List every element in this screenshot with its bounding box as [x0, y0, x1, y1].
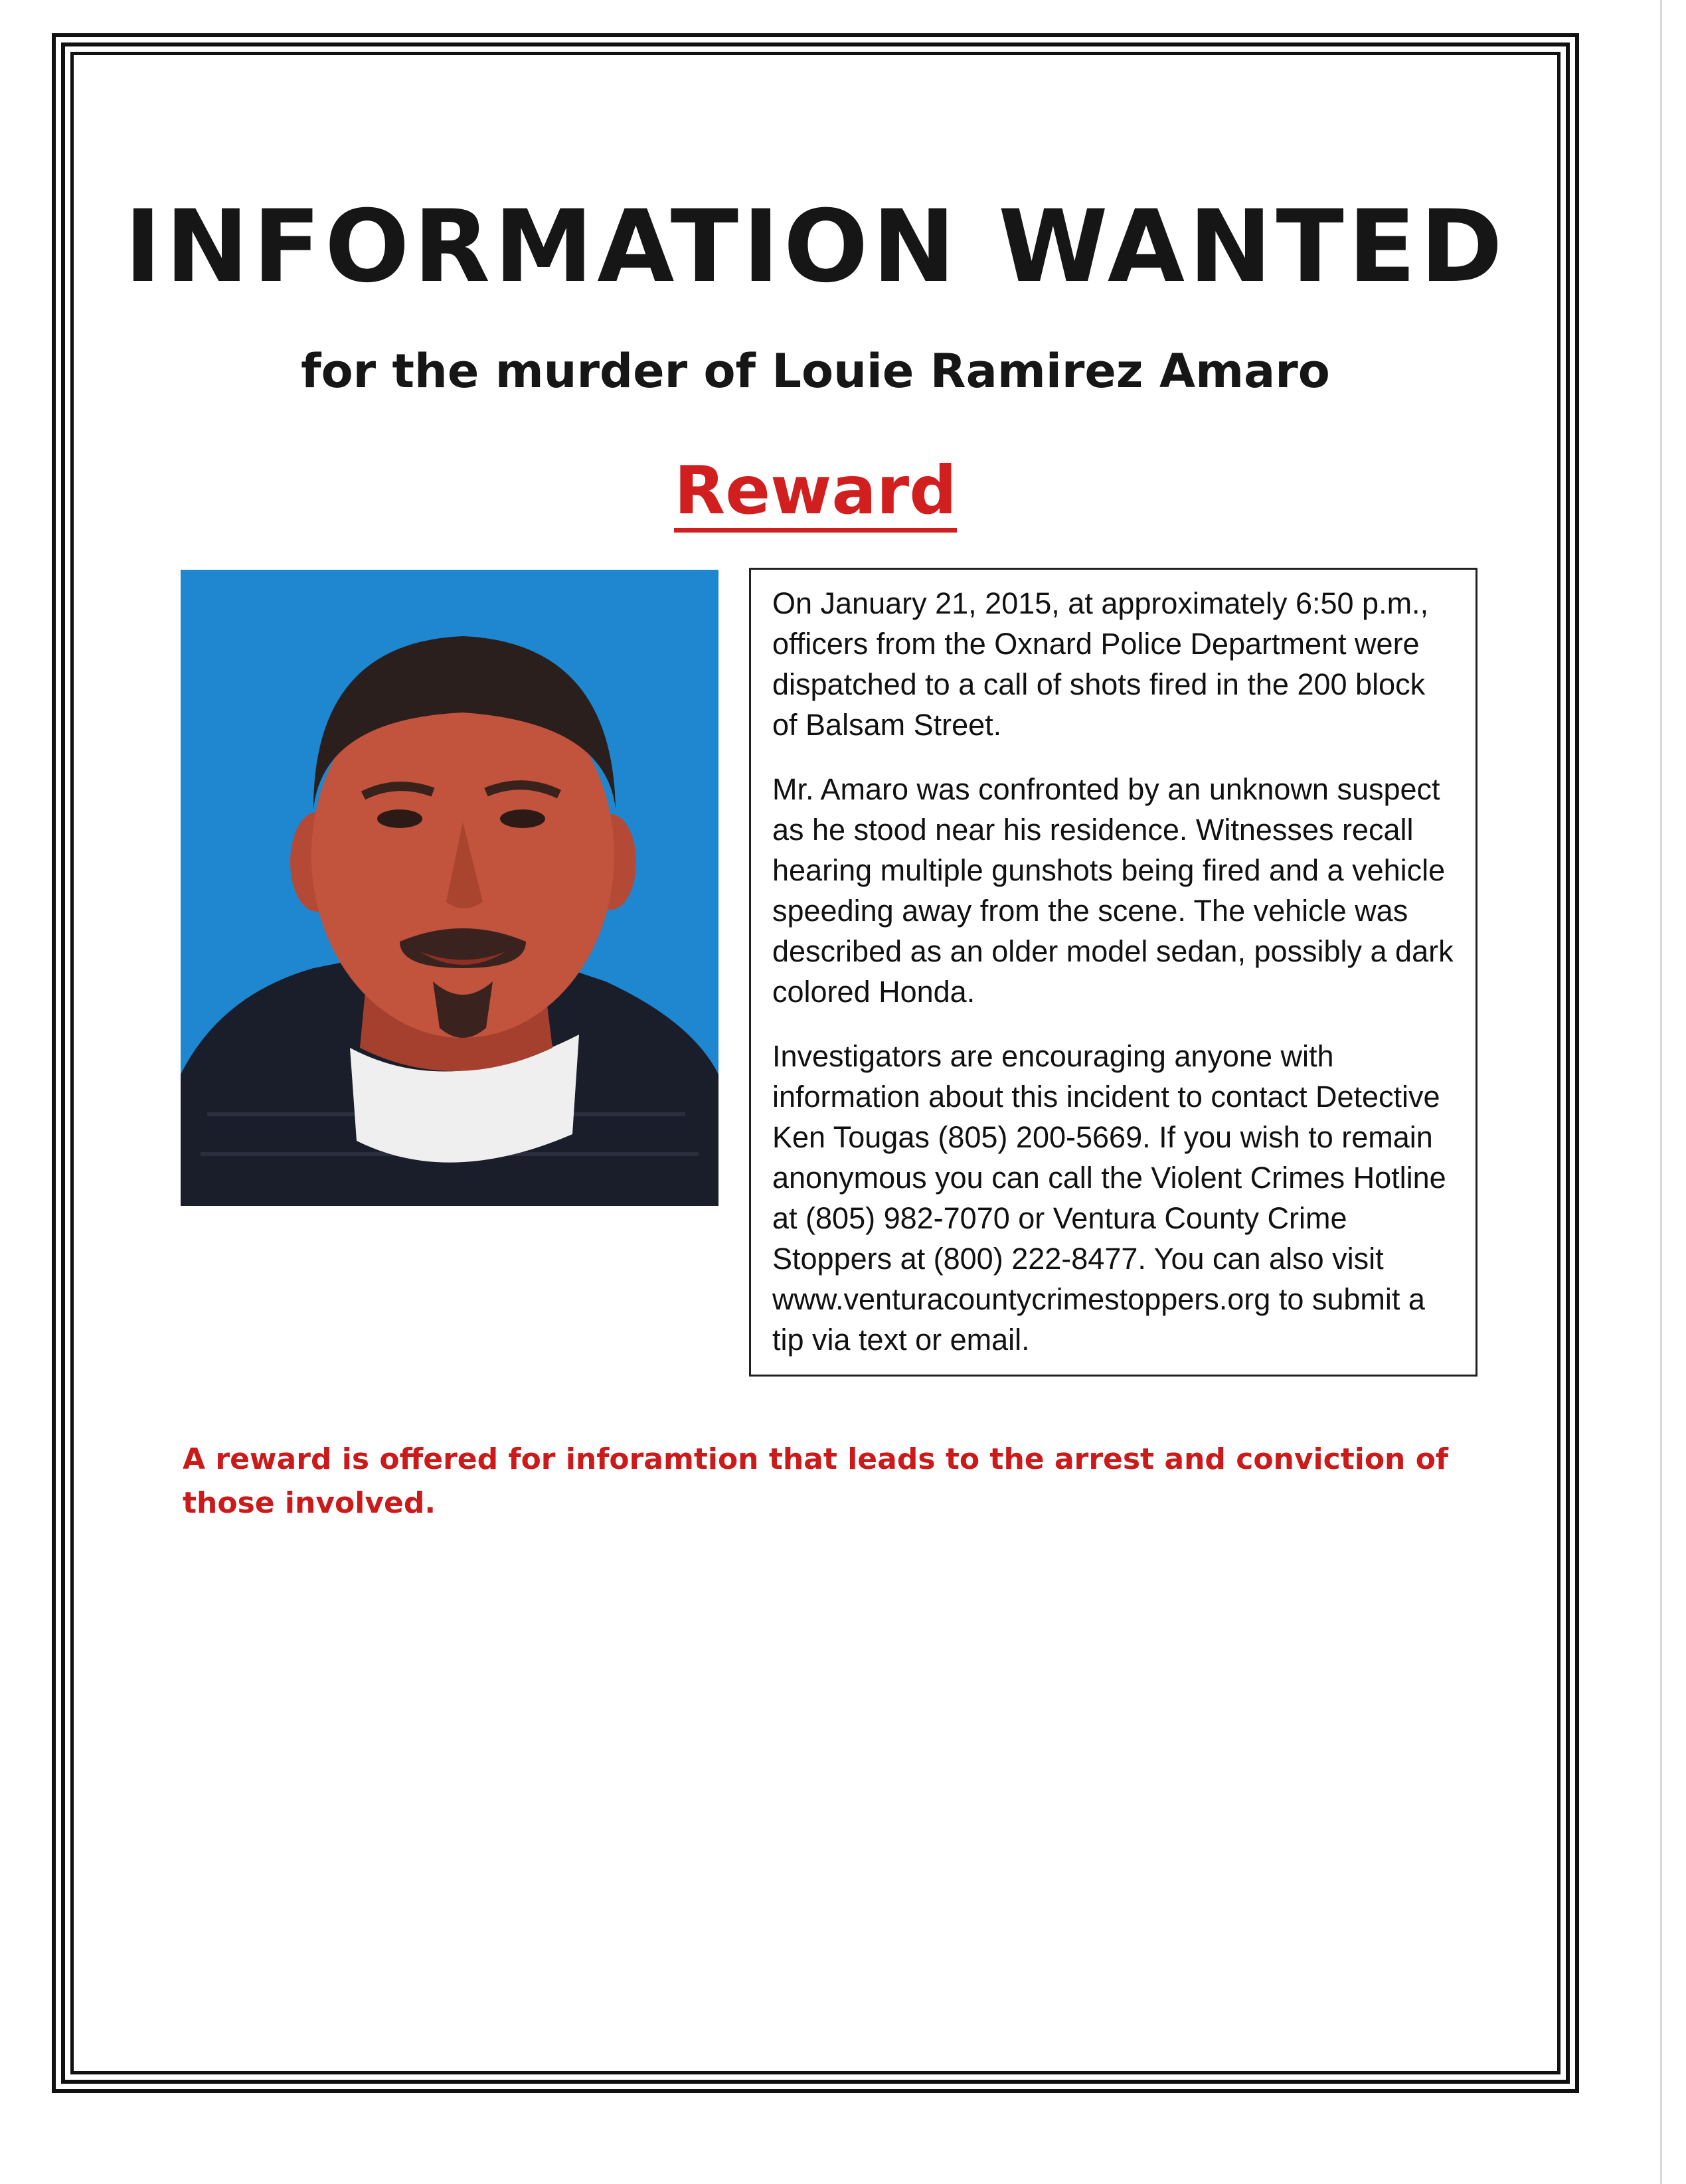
incident-details-box	[749, 568, 1477, 1377]
reward-heading-text: Reward	[674, 456, 957, 533]
contact-paragraph: Investigators are encouraging anyone with information about this incident to contact Detective Ken Tougas (805) 200-5669. If you wish to remain anonymous you can call the Violent Crimes Hotline at (805) 982-7070 or Ventura County Crime Stoppers at (800) 222-8477. You can also visit www.venturacountycrimestoppers.org to submit a tip via text or email.	[772, 1039, 1446, 1357]
reward-note: A reward is offered for inforamtion that leads to the arrest and conviction of those involved.	[183, 1442, 1449, 1520]
incident-paragraph: Mr. Amaro was confronted by an unknown suspect as he stood near his residence. Witnesses recall hearing multiple gunshots being fired and a vehicle speeding away from the scene. The vehicle was described as an older model sedan, possibly a dark colored Honda.	[772, 772, 1454, 1009]
portrait-illustration	[181, 570, 718, 1206]
subheadline: for the murder of Louie Ramirez Amaro	[301, 344, 1330, 398]
reward-heading	[0, 452, 1631, 533]
incident-paragraph: On January 21, 2015, at approximately 6:50 p.m., officers from the Oxnard Police Department were dispatched to a call of shots fired in the 200 block of Balsam Street.	[772, 586, 1429, 742]
scan-edge-artifact	[1660, 0, 1662, 2184]
page-title: INFORMATION WANTED	[124, 189, 1507, 305]
portrait-photo	[181, 570, 718, 1206]
